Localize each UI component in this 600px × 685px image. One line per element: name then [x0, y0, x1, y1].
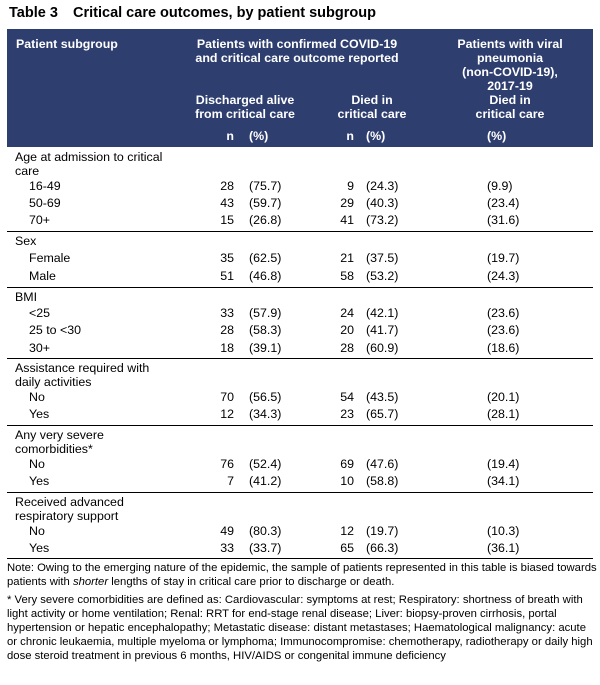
table-row: [7, 340, 593, 357]
table-caption: Critical care outcomes, by patient subgroup: [73, 5, 376, 21]
group-resp-label-1: Received advanced: [15, 495, 124, 509]
table-row: [7, 456, 593, 473]
note-bias-after: lengths of stay in critical care prior to discharge or death.: [108, 576, 395, 588]
header-subgroup: Patient subgroup: [16, 37, 118, 51]
table-row: [7, 540, 593, 557]
cell-died-pct: (73.2): [366, 213, 399, 227]
table-bottom-rule: [7, 558, 593, 559]
header-covid-line2: and critical care outcome reported: [195, 51, 399, 65]
row-label: 30+: [29, 341, 51, 355]
cell-viral-pct: (9.9): [487, 179, 513, 193]
table-row: [7, 212, 593, 229]
cell-died-n: 9: [347, 179, 354, 193]
cell-discharged-n: 15: [220, 213, 234, 227]
group-comorb-label-1: Any very severe: [15, 428, 104, 442]
cell-discharged-n: 76: [220, 457, 234, 471]
cell-discharged-pct: (52.4): [249, 457, 282, 471]
table-row: [7, 322, 593, 339]
row-label: 16-49: [29, 179, 61, 193]
group-divider: [7, 287, 593, 288]
table-row: [7, 523, 593, 540]
cell-viral-pct: (23.4): [487, 196, 520, 210]
cell-died-pct: (24.3): [366, 179, 399, 193]
cell-viral-pct: (19.4): [487, 457, 520, 471]
cell-died-pct: (58.8): [366, 474, 399, 488]
row-label: No: [29, 457, 45, 471]
cell-discharged-pct: (58.3): [249, 323, 282, 337]
cell-discharged-n: 18: [220, 341, 234, 355]
header-died2: critical care: [337, 107, 407, 121]
cell-discharged-n: 28: [220, 179, 234, 193]
cell-discharged-n: 70: [220, 390, 234, 404]
cell-discharged-pct: (26.8): [249, 213, 282, 227]
cell-died-pct: (41.7): [366, 323, 399, 337]
header-pct2: (%): [366, 129, 386, 143]
cell-discharged-pct: (59.7): [249, 196, 282, 210]
table-row: [7, 250, 593, 267]
cell-died-pct: (53.2): [366, 269, 399, 283]
header-viral-died1: Died in: [489, 93, 531, 107]
cell-discharged-pct: (57.9): [249, 306, 282, 320]
table-row: [7, 195, 593, 212]
cell-discharged-pct: (56.5): [249, 390, 282, 404]
group-assist-label-2: daily activities: [15, 375, 92, 389]
cell-viral-pct: (36.1): [487, 541, 520, 555]
table-header: [7, 29, 593, 147]
cell-died-n: 23: [340, 407, 354, 421]
cell-discharged-n: 49: [220, 524, 234, 538]
cell-viral-pct: (24.3): [487, 269, 520, 283]
group-age-label-2: care: [15, 164, 40, 178]
note-bias: [7, 561, 597, 589]
group-resp-label-2: respiratory support: [15, 509, 119, 523]
cell-died-pct: (37.5): [366, 251, 399, 265]
header-viral-died2: critical care: [475, 107, 545, 121]
cell-died-pct: (65.7): [366, 407, 399, 421]
cell-discharged-n: 12: [220, 407, 234, 421]
cell-viral-pct: (23.6): [487, 306, 520, 320]
table-title: [9, 5, 376, 21]
cell-died-pct: (40.3): [366, 196, 399, 210]
row-label: 25 to <30: [29, 323, 82, 337]
cell-discharged-pct: (41.2): [249, 474, 282, 488]
cell-viral-pct: (34.1): [487, 474, 520, 488]
row-label: No: [29, 390, 45, 404]
cell-died-n: 24: [340, 306, 354, 320]
cell-died-n: 10: [340, 474, 354, 488]
cell-viral-pct: (20.1): [487, 390, 520, 404]
cell-discharged-n: 35: [220, 251, 234, 265]
cell-died-pct: (19.7): [366, 524, 399, 538]
cell-discharged-n: 28: [220, 323, 234, 337]
cell-discharged-pct: (33.7): [249, 541, 282, 555]
row-label: 70+: [29, 213, 51, 227]
header-pct3: (%): [487, 129, 507, 143]
cell-viral-pct: (23.6): [487, 323, 520, 337]
note-bias-emphasis: shorter: [72, 576, 109, 588]
table-row: [7, 178, 593, 195]
row-label: <25: [29, 306, 51, 320]
cell-discharged-pct: (75.7): [249, 179, 282, 193]
cell-died-n: 65: [340, 541, 354, 555]
group-age-label-1: Age at admission to critical: [15, 150, 163, 164]
group-divider: [7, 425, 593, 426]
cell-discharged-pct: (46.8): [249, 269, 282, 283]
table-row: [7, 406, 593, 423]
header-viral-line3: (non-COVID-19),: [462, 65, 558, 79]
cell-discharged-n: 51: [220, 269, 234, 283]
note-comorbidities: * Very severe comorbidities are defined as: Cardiovascular: symptoms at rest; Respiratory: shortness of breath with light activity or home ventilation; Renal: RRT for end-stage renal disease; Liver: biopsy-proven cirrhosis, portal hypertension or hepatic encephalopathy; Metastatic disease: distant metastases; Haematological malignancy: acute or chronic leukaemia, multiple myeloma or lymphoma; Immunocompromise: chemotherapy, radiotherapy or daily high dose steroid treatment in previous 6 months, HIV/AIDS or congenital immune deficiency: [7, 594, 593, 662]
cell-died-n: 69: [340, 457, 354, 471]
cell-viral-pct: (18.6): [487, 341, 520, 355]
cell-died-pct: (42.1): [366, 306, 399, 320]
table-row: [7, 473, 593, 490]
header-died1: Died in: [351, 93, 393, 107]
row-label: Male: [29, 269, 56, 283]
cell-died-n: 20: [340, 323, 354, 337]
group-comorb-label-2: comorbidities*: [15, 442, 93, 456]
cell-died-n: 12: [340, 524, 354, 538]
cell-discharged-n: 33: [220, 306, 234, 320]
cell-died-n: 41: [340, 213, 354, 227]
header-viral-line1: Patients with viral: [457, 37, 563, 51]
cell-died-n: 21: [340, 251, 354, 265]
header-discharged2: from critical care: [195, 107, 295, 121]
header-viral-line4: 2017-19: [487, 79, 533, 93]
group-assist-label-1: Assistance required with: [15, 361, 150, 375]
row-label: No: [29, 524, 45, 538]
cell-discharged-n: 7: [227, 474, 234, 488]
cell-viral-pct: (28.1): [487, 407, 520, 421]
table-number: Table 3: [9, 5, 58, 21]
row-label: Yes: [29, 541, 50, 555]
table-row: [7, 389, 593, 406]
group-bmi-label: BMI: [15, 290, 38, 304]
cell-died-pct: (66.3): [366, 541, 399, 555]
cell-died-pct: (43.5): [366, 390, 399, 404]
cell-died-n: 54: [340, 390, 354, 404]
row-label: Yes: [29, 474, 50, 488]
header-discharged1: Discharged alive: [195, 93, 295, 107]
row-label: Female: [29, 251, 71, 265]
group-divider: [7, 492, 593, 493]
header-n2: n: [346, 129, 354, 143]
cell-discharged-pct: (34.3): [249, 407, 282, 421]
header-n1: n: [226, 129, 234, 143]
cell-discharged-pct: (62.5): [249, 251, 282, 265]
row-label: 50-69: [29, 196, 61, 210]
header-viral-line2: pneumonia: [476, 51, 544, 65]
cell-discharged-pct: (39.1): [249, 341, 282, 355]
cell-discharged-n: 43: [220, 196, 234, 210]
header-pct1: (%): [249, 129, 269, 143]
header-covid-line1: Patients with confirmed COVID-19: [196, 37, 398, 51]
note-bias-before: Note: Owing to the emerging nature of the epidemic, the sample of patients represented in this table is biased towards patients with: [7, 562, 597, 588]
row-label: Yes: [29, 407, 50, 421]
cell-died-n: 28: [340, 341, 354, 355]
cell-viral-pct: (19.7): [487, 251, 520, 265]
table-row: [7, 305, 593, 322]
cell-viral-pct: (31.6): [487, 213, 520, 227]
cell-died-n: 58: [340, 269, 354, 283]
cell-viral-pct: (10.3): [487, 524, 520, 538]
table-row: [7, 268, 593, 285]
cell-died-pct: (47.6): [366, 457, 399, 471]
cell-died-pct: (60.9): [366, 341, 399, 355]
cell-discharged-n: 33: [220, 541, 234, 555]
group-sex-label: Sex: [15, 234, 37, 248]
group-divider: [7, 358, 593, 359]
group-divider: [7, 231, 593, 232]
cell-discharged-pct: (80.3): [249, 524, 282, 538]
cell-died-n: 29: [340, 196, 354, 210]
